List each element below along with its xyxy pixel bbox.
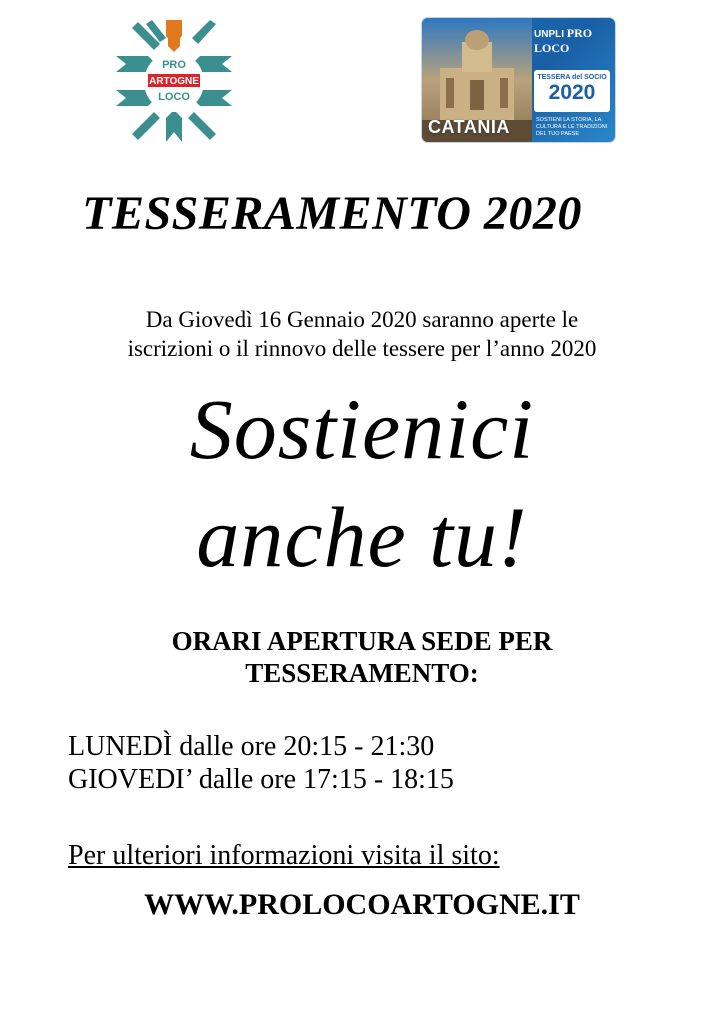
hours-heading-line-1: ORARI APERTURA SEDE PER <box>171 626 553 656</box>
hours-thursday: GIOVEDI’ dalle ore 17:15 - 18:15 <box>68 764 454 795</box>
website-link[interactable]: WWW.PROLOCOARTOGNE.IT <box>144 888 580 921</box>
info-text: Per ulteriori informazioni visita il sito: <box>68 840 500 871</box>
slogan-line-1: Sostienici <box>189 381 535 477</box>
unpli-label: UNPLI <box>534 29 564 40</box>
membership-card-image <box>422 18 615 142</box>
logo-text-loco: LOCO <box>158 91 190 103</box>
hours-monday: LUNEDÌ dalle ore 20:15 - 21:30 <box>68 731 435 762</box>
snowflake-logo-icon <box>108 18 240 144</box>
cathedral-photo <box>422 18 532 142</box>
card-year: 2020 <box>548 81 596 104</box>
opening-hours <box>68 730 668 796</box>
intro-line-1: Da Giovedì 16 Gennaio 2020 saranno aperte le <box>145 307 579 332</box>
page-title: TESSERAMENTO 2020 <box>82 187 582 240</box>
slogan <box>0 375 724 591</box>
hours-heading-line-2: TESSERAMENTO: <box>245 658 479 688</box>
card-caption: CATANIA <box>428 117 510 137</box>
slogan-line-2: anche tu! <box>196 489 528 585</box>
pro-loco-label: PRO LOCO <box>534 26 593 55</box>
hours-heading <box>0 625 724 689</box>
intro-text <box>60 305 664 363</box>
card-year-box <box>534 70 610 112</box>
card-brand <box>534 26 612 56</box>
logo-text-artogne: ARTOGNE <box>149 76 199 87</box>
intro-line-2: iscrizioni o il rinnovo delle tessere per l’anno 2020 <box>127 336 597 361</box>
card-tagline: SOSTIENI LA STORIA, LA CULTURA E LE TRADIZIONI DEL TUO PAESE <box>536 117 608 137</box>
logo-text-pro: PRO <box>162 59 186 71</box>
card-label: TESSERA del SOCIO <box>537 74 607 81</box>
pro-loco-logo <box>108 18 240 144</box>
